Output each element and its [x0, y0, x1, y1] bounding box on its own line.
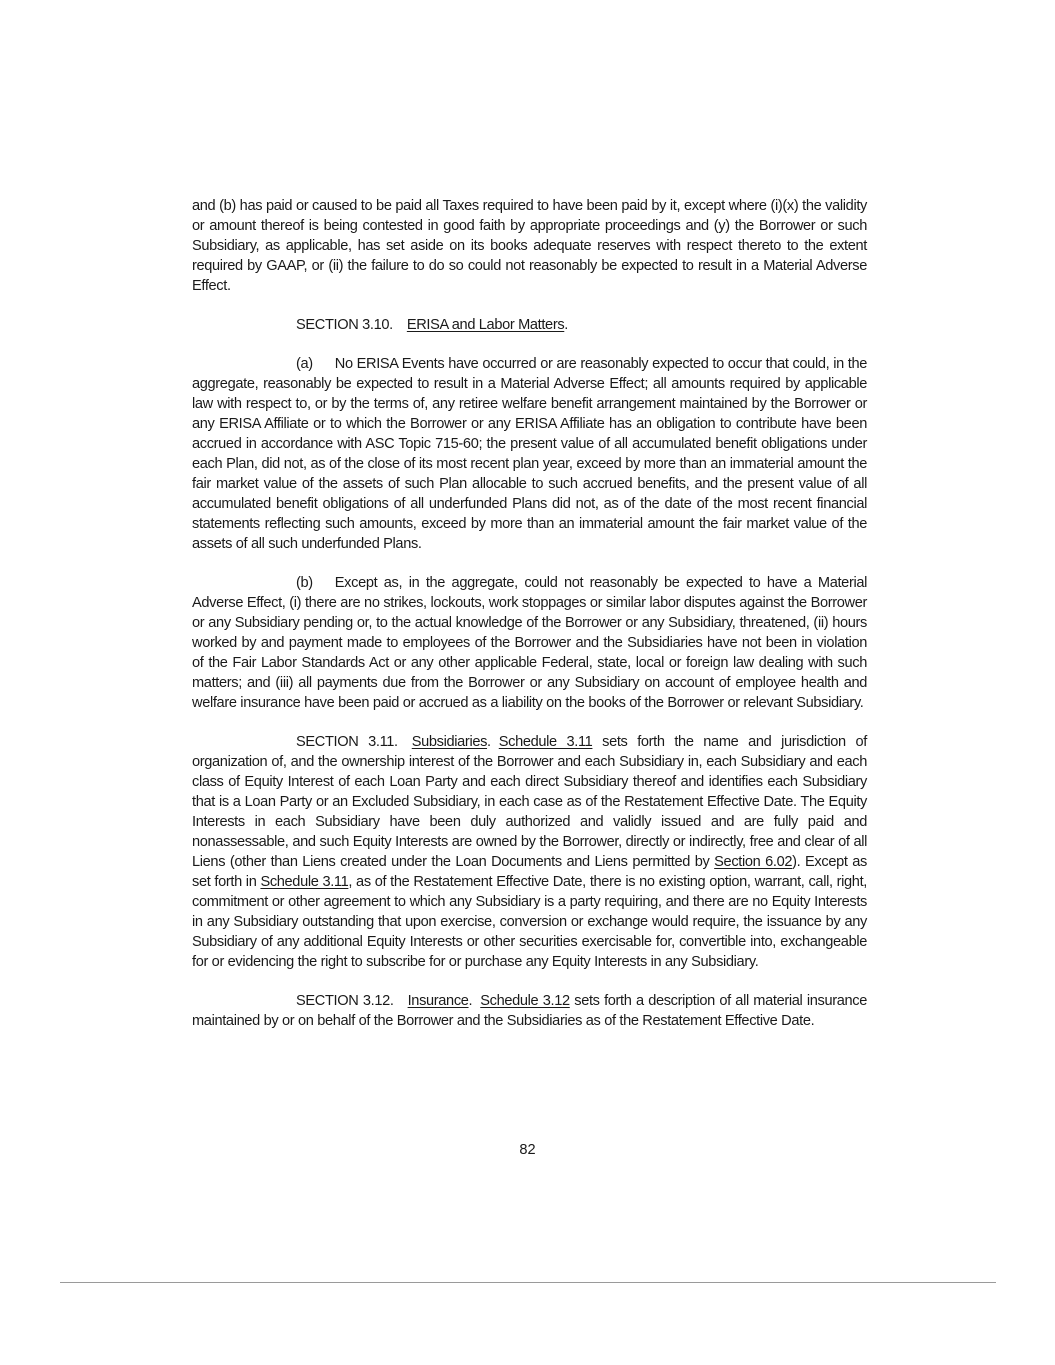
clause-text: Except as, in the aggregate, could not reasonably be expected to have a Material Adverse Effect, (i) there are no strikes, lockouts, work stoppages or similar labor disputes against the Borrower or any Subsidiary pending or, to the actual knowledge of the Borrower or any Subsidiary, threatened, (ii) hours worked by and payment made to employees of the Borrower and the Subsidiaries have not been in violation of the Fair Labor Standards Act or any other applicable Federal, state, local or foreign law dealing with such matters; and (iii) all payments due from the Borrower or any Subsidiary on account of employee health and welfare insurance have been paid or accrued as a liability on the books of the Borrower or relevant Subsidiary. [192, 575, 867, 711]
section-text: sets forth a description of all material insurance maintained by or on behalf of the Borrower and the Subsidiaries as of the Restatement Effective Date. [192, 993, 867, 1029]
section-3-10-b [192, 573, 867, 713]
schedule-reference: Schedule 3.12 [480, 993, 570, 1009]
clause-text: No ERISA Events have occurred or are reasonably expected to occur that could, in the aggregate, reasonably be expected to result in a Material Adverse Effect; all amounts required by applicable law with respect to, or by the terms of, any retiree welfare benefit arrangement maintained by the Borrower or any ERISA Affiliate or to which the Borrower or any ERISA Affiliate has an obligation to contribute have been accrued in accordance with ASC Topic 715-60; the present value of all accumulated benefit obligations under each Plan, did not, as of the close of its most recent plan year, exceed by more than an immaterial amount the fair market value of the assets of such Plan allocable to such accrued benefits, and the present value of all accumulated benefit obligations of all underfunded Plans did not, as of the date of the most recent financial statements reflecting such amounts, exceed by more than an immaterial amount the fair market value of the assets of all such underfunded Plans. [192, 356, 867, 552]
section-3-10-heading: SECTION 3.10. ERISA and Labor Matters. [296, 317, 568, 333]
clause-label: (b) [296, 575, 313, 591]
footer-divider [60, 1282, 996, 1283]
schedule-reference: Schedule 3.11 [498, 734, 593, 750]
section-text: , as of the Restatement Effective Date, there is no existing option, warrant, call, right, commitment or other agreement to which any Subsidiary is a party requiring, and there are no Equity Interests in any Subsidiary outstanding that upon exercise, conversion or exchange would require, the issuance by any Subsidiary of any additional Equity Interests or other securities exercisable for, convertible into, exchangeable for or evidencing the right to subscribe for or purchase any Equity Interests in any Subsidiary. [192, 874, 867, 970]
section-reference: Section 6.02 [714, 854, 793, 870]
paragraph-text: and (b) has paid or caused to be paid all Taxes required to have been paid by it, except where (i)(x) the validity or amount thereof is being contested in good faith by appropriate proceedings and (y) the Borrower or such Subsidiary, as applicable, has set aside on its books adequate reserves with respect thereto to the extent required by GAAP, or (ii) the failure to do so could not reasonably be expected to result in a Material Adverse Effect. [192, 198, 867, 294]
page-number: 82 [519, 1142, 536, 1158]
section-3-12: SECTION 3.12. Insurance. Schedule 3.12 sets forth a description of all material insurance maintained by or on behalf of the Borrower and the Subsidiaries as of the Restatement Effective Date. [192, 993, 867, 1029]
section-text: ). Except as set forth in [192, 854, 867, 890]
paragraph-taxes [192, 196, 867, 296]
section-text: sets forth the name and jurisdiction of organization of, and the ownership interest of the Borrower and each Subsidiary in, each Subsidiary and each class of Equity Interest of each Loan Party and each direct Subsidiary thereof and identifies each Subsidiary that is a Loan Party or an Excluded Subsidiary, in each case as of the Restatement Effective Date. The Equity Interests in each Subsidiary have been duly authorized and validly issued and are fully paid and nonassessable, and such Equity Interests are owned by the Borrower, directly or indirectly, free and clear of all Liens (other than Liens created under the Loan Documents and Liens permitted by [192, 734, 867, 870]
section-title: ERISA and Labor Matters [406, 317, 565, 333]
section-3-10-a [192, 354, 867, 554]
section-number: SECTION 3.10. [296, 317, 393, 333]
clause-label: (a) [296, 356, 313, 372]
section-number: SECTION 3.11. [296, 734, 398, 750]
section-title: Insurance [407, 993, 469, 1009]
document-body [192, 196, 867, 1050]
schedule-reference: Schedule 3.11 [260, 874, 349, 890]
section-number: SECTION 3.12. [296, 993, 394, 1009]
section-title: Subsidiaries [411, 734, 488, 750]
section-3-11: SECTION 3.11. Subsidiaries. Schedule 3.11 sets forth the name and jurisdiction of organization of, and the ownership interest of the Borrower and each Subsidiary in, each Subsidiary and each class of Equity Interest of each Loan Party and each direct Subsidiary thereof and identifies each Subsidiary that is a Loan Party or an Excluded Subsidiary, in each case as of the Restatement Effective Date. The Equity Interests in each Subsidiary have been duly authorized and validly issued and are fully paid and nonassessable, and such Equity Interests are owned by the Borrower, directly or indirectly, free and clear of all Liens (other than Liens created under the Loan Documents and Liens permitted by Section 6.02). Except as set forth in Schedule 3.11, as of the Restatement Effective Date, there is no existing option, warrant, call, right, commitment or other agreement to which any Subsidiary is a party requiring, and there are no Equity Interests in any Subsidiary outstanding that upon exercise, conversion or exchange would require, the issuance by any Subsidiary of any additional Equity Interests or other securities exercisable for, convertible into, exchangeable for or evidencing the right to subscribe for or purchase any Equity Interests in any Subsidiary. [192, 734, 867, 970]
